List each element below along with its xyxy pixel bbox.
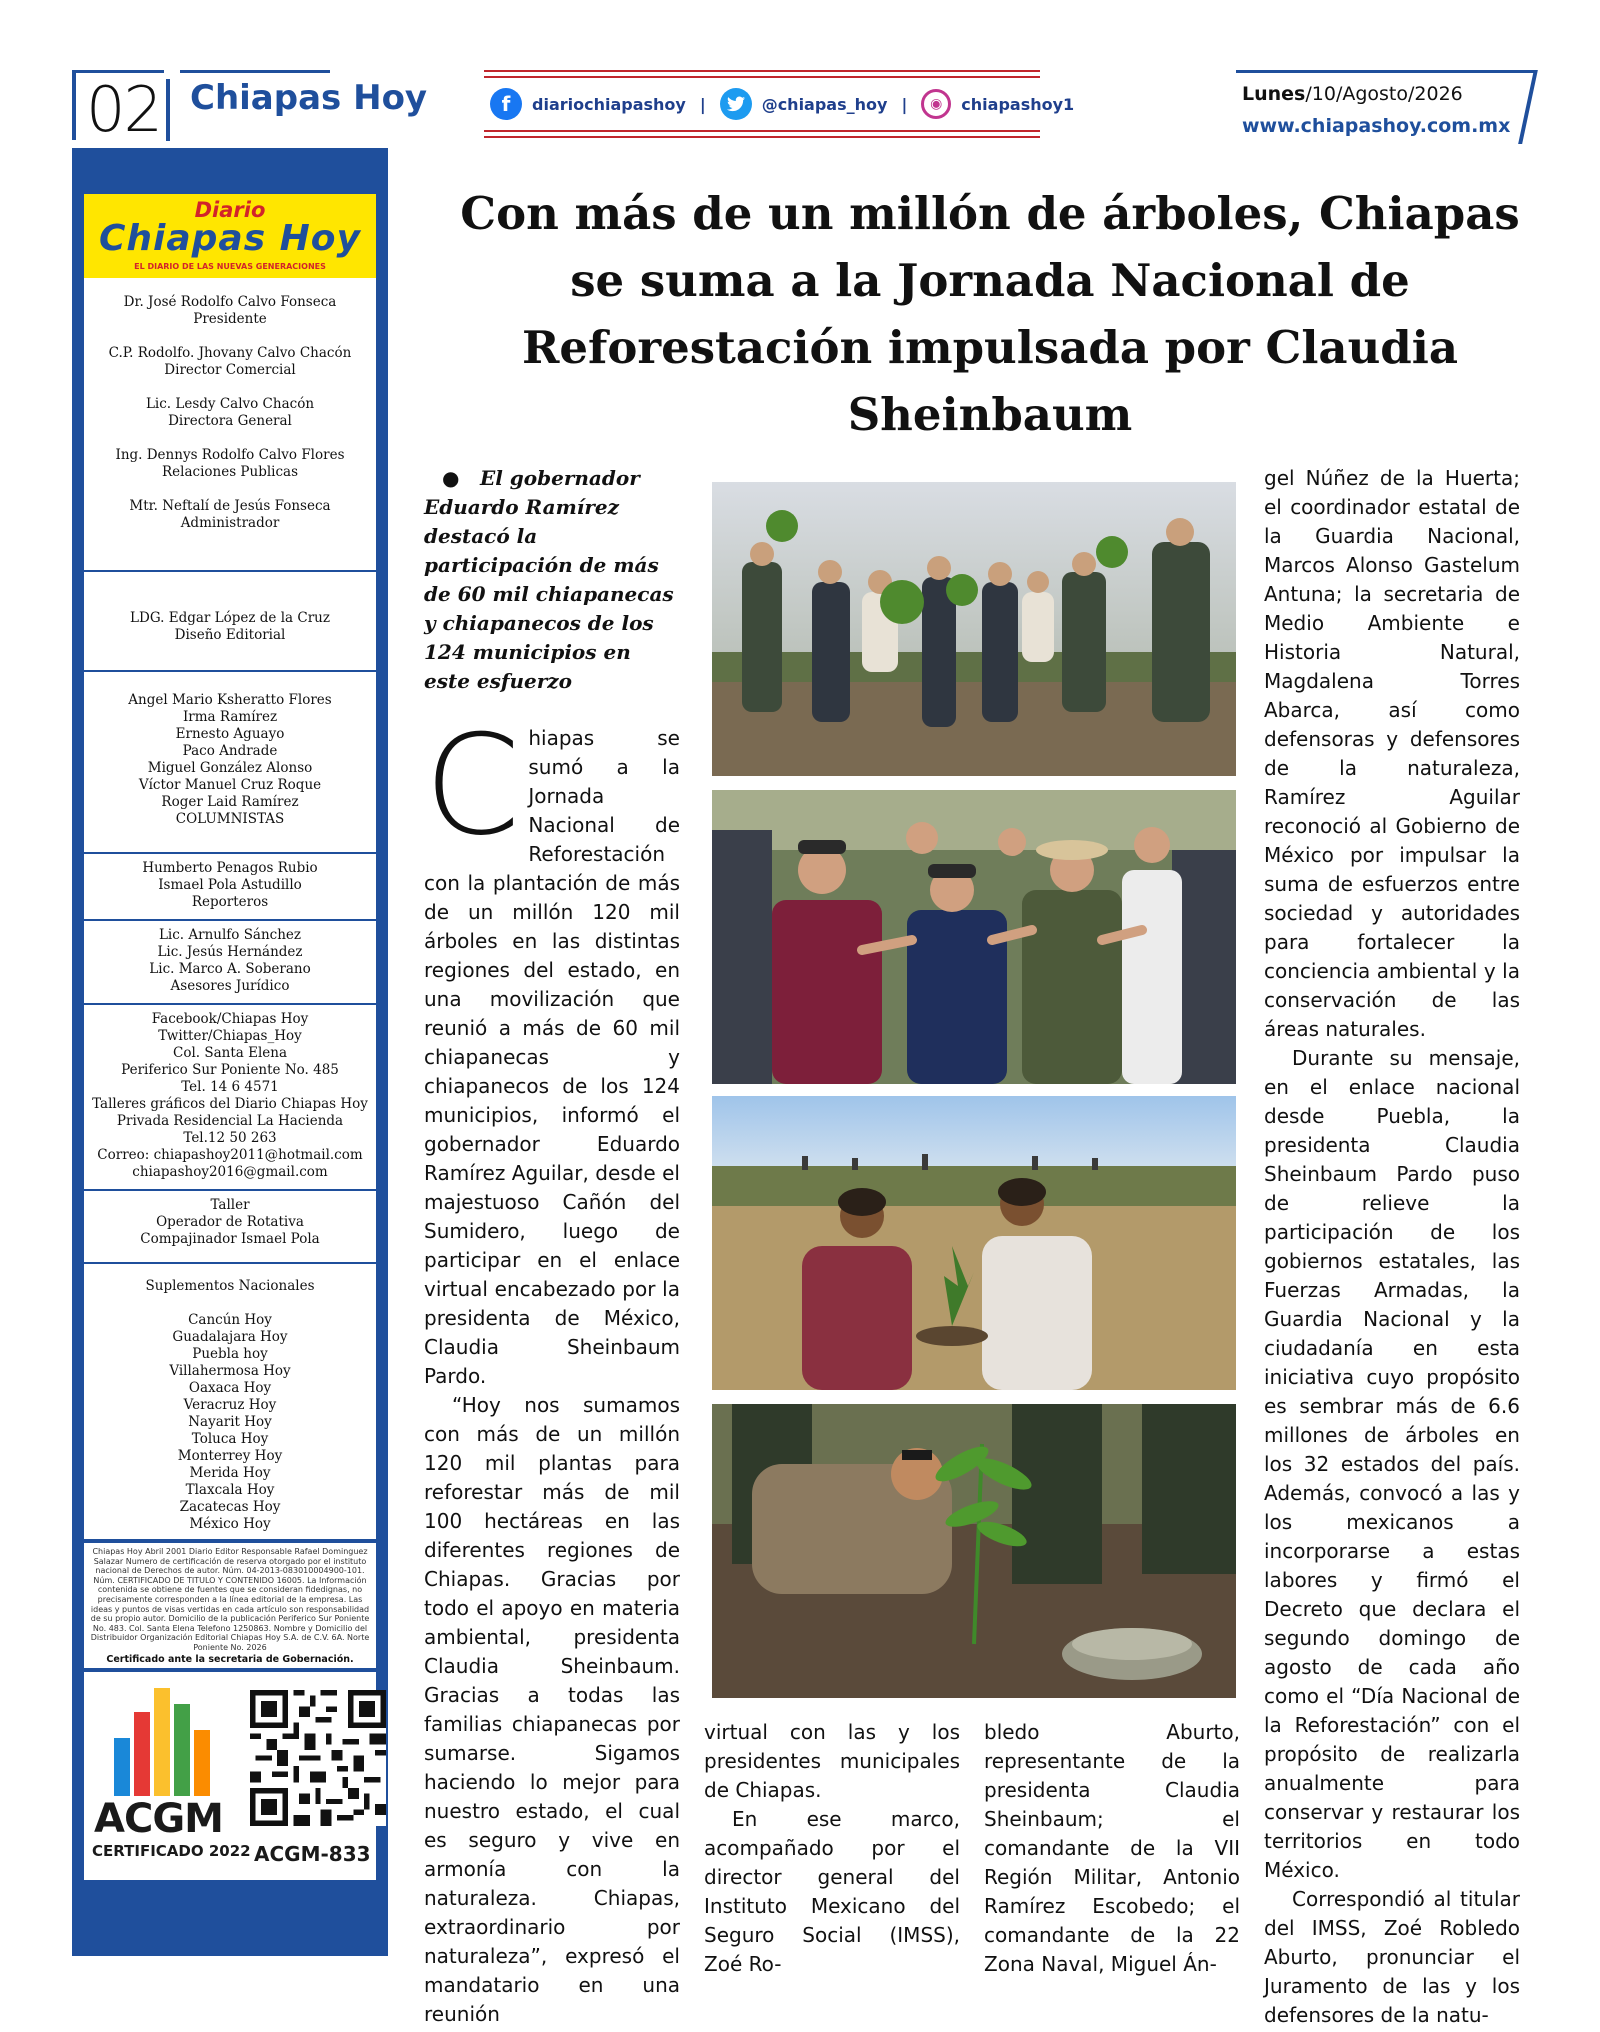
- columnists-block: Angel Mario Ksheratto Flores Irma Ramírez Ernesto Aguayo Paco Andrade Miguel González Alonso Víctor Manuel Cruz Roque Roger Laid Ramírez COLUMNISTAS: [84, 672, 376, 854]
- acgm-certificate: CERTIFICADO 2022: [92, 1842, 251, 1861]
- social-separator: |: [901, 94, 908, 114]
- page-number: 02: [86, 73, 161, 146]
- design-block: LDG. Edgar López de la Cruz Diseño Editorial: [84, 572, 376, 672]
- article-paragraph: “Hoy nos sumamos con más de un millón 120 mil plantas para reforestar más de mil 100 hectáreas en las diferentes regiones de Chiapas. Gracias por todo el apoyo en materia ambiental, presidenta Claudia Sheinbaum. Gracias a todas las familias chiapanecas por sumarse. Sigamos haciendo lo mejor para nuestro estado, el cual es seguro y vive en armonía con la naturaleza. Chiapas, extraordinario por naturaleza”, expresó el mandatario en una reunión: [424, 1393, 680, 2026]
- section-title: Chiapas Hoy: [190, 78, 428, 118]
- social-separator: |: [699, 94, 706, 114]
- photo-women-planting: [712, 1096, 1236, 1390]
- article-paragraph: En ese marco, acompañado por el director general del Instituto Mexicano del Seguro Social (IMSS), Zoé Ro-: [704, 1807, 960, 1976]
- facebook-handle[interactable]: diariochiapashoy: [532, 94, 686, 114]
- article-paragraph: hiapas se sumó a la Jornada Nacional de Reforestación con la plantación de más de un millón 120 mil árboles en las distintas regiones del estado, en una movilización que reunió a más de 60 mil chiapanecas y chiapanecos de los 124 municipios, informó el gobernador Eduardo Ramírez Aguilar, desde el majestuoso Cañón del Sumidero, luego de participar en el enlace virtual encabezado por la presidenta de México, Claudia Sheinbaum Pardo.: [424, 726, 680, 1388]
- twitter-icon[interactable]: [720, 88, 752, 120]
- photo-officials-planting: [712, 482, 1236, 776]
- acgm-logo-bars: [114, 1688, 210, 1796]
- directors-block: Dr. José Rodolfo Calvo Fonseca Presidente C.P. Rodolfo. Jhovany Calvo Chacón Director Comercial Lic. Lesdy Calvo Chacón Directora General Ing. Dennys Rodolfo Calvo Flores Relaciones Publicas Mtr. Neftalí de Jesús Fonseca Administrador: [84, 278, 376, 572]
- date-block: [1236, 70, 1536, 142]
- article-summary: ● El gobernador Eduardo Ramírez destacó la participación de más de 60 mil chiapanecas y chiapanecos de los 124 municipios en este esfuerzo: [424, 466, 674, 693]
- article-paragraph: gel Núñez de la Huerta; el coordinador estatal de la Guardia Nacional, Marcos Alonso Gastelum Antuna; la secretaria de Medio Ambiente e Historia Natural, Magdalena Torres Abarca, así como defensoras y defensores de la naturaleza, Ramírez Aguilar reconoció al Gobierno de México por impulsar la suma de esfuerzos entre sociedad y autoridades para fortalecer la conciencia ambiental y la conservación de las áreas naturales.: [1264, 466, 1520, 1041]
- article-column-3: [984, 1718, 1240, 1979]
- article-column-1: [424, 464, 680, 2029]
- workshop-block: Taller Operador de Rotativa Compajinador Ismael Pola: [84, 1191, 376, 1264]
- article-headline: Con más de un millón de árboles, Chiapas se suma a la Jornada Nacional de Reforestación impulsada por Claudia Sheinbaum: [460, 187, 1520, 441]
- article-column-2: [704, 1718, 960, 1979]
- social-bar: [484, 70, 1075, 138]
- date-day: Lunes: [1242, 83, 1306, 105]
- contact-block: Facebook/Chiapas Hoy Twitter/Chiapas_Hoy Col. Santa Elena Periferico Sur Poniente No. 485 Tel. 14 6 4571 Talleres gráficos del Diario Chiapas Hoy Privada Residencial La Hacienda Tel.12 50 263 Correo: chiapashoy2011@hotmail.com chiapashoy2016@gmail.com: [84, 1005, 376, 1191]
- summary-bullet: ●: [442, 466, 460, 490]
- photo-governor-planting: [712, 1404, 1236, 1698]
- page-number-divider: [166, 79, 170, 141]
- newspaper-logo: Diario Chiapas Hoy EL DIARIO DE LAS NUEVAS GENERACIONES: [84, 194, 376, 278]
- drop-cap: C: [424, 705, 521, 866]
- acgm-logo-text: ACGM: [94, 1796, 223, 1843]
- article-paragraph: virtual con las y los presidentes municipales de Chiapas.: [704, 1720, 960, 1802]
- article-paragraph: Correspondió al titular del IMSS, Zoé Robledo Aburto, pronunciar el Juramento de las y los defensores de la natu-: [1264, 1887, 1520, 2027]
- reporters-block: Humberto Penagos Rubio Ismael Pola Astudillo Reporteros: [84, 854, 376, 921]
- photo-oath-ceremony: [712, 790, 1236, 1084]
- legal-advisors-block: Lic. Arnulfo Sánchez Lic. Jesús Hernández Lic. Marco A. Soberano Asesores Jurídico: [84, 921, 376, 1005]
- article-paragraph: Durante su mensaje, en el enlace nacional desde Puebla, la presidenta Claudia Sheinbaum Pardo puso de relieve la participación de los gobiernos estatales, las Fuerzas Armadas, la Guardia Nacional y la ciudadanía en esta iniciativa cuyo propósito es sembrar más de 6.6 millones de árboles en los 32 estados del país. Además, convocó a las y los mexicanos a incorporarse a estas labores y firmó el Decreto que declara el segundo domingo de agosto de cada año como el “Día Nacional de la Reforestación” con el propósito de realizarla anualmente para conservar y restaurar los territorios en todo México.: [1264, 1046, 1520, 1882]
- supplements-block: Suplementos Nacionales Cancún Hoy Guadalajara Hoy Puebla hoy Villahermosa Hoy Oaxaca Hoy Veracruz Hoy Nayarit Hoy Toluca Hoy Monterrey Hoy Merida Hoy Tlaxcala Hoy Zacatecas Hoy México Hoy: [145, 1278, 315, 1532]
- article-column-4: [1264, 464, 1520, 2030]
- facebook-icon[interactable]: f: [490, 88, 522, 120]
- certification-box: [84, 1672, 376, 1880]
- acgm-code: ACGM-833: [254, 1842, 371, 1867]
- instagram-icon[interactable]: ◉: [921, 89, 951, 119]
- staff-directory: [84, 278, 376, 1539]
- website-link[interactable]: www.chiapashoy.com.mx: [1242, 115, 1511, 137]
- section-rule: [180, 70, 330, 73]
- social-links: [490, 88, 1074, 120]
- legal-notice: Chiapas Hoy Abril 2001 Diario Editor Responsable Rafael Dominguez Salazar Numero de certificación de reserva otorgado por el instituto nacional de Derechos de autor. Núm. 04-2013-083010004900-101. Núm. CERTIFICADO DE TITULO Y CONTENIDO 16005. La Información contenida se obtiene de fuentes que se consideran fidedignas, no precisamente corresponden a la línea editorial de la empresa. Las ideas y puntos de visas vertidas en cada artículo son responsabilidad de su propio autor. Domicilio de la publicación Periferico Sur Poniente No. 483. Col. Santa Elena Telefono 1250863. Nombre y Domicilio del Distribuidor Organización Editorial Chiapas Hoy S.A. de C.V. 6A. Norte Poniente No. 2026 Certificado ante la secretaria de Gobernación.: [84, 1543, 376, 1668]
- date-rest: /10/Agosto/2026: [1305, 83, 1463, 105]
- qr-code-icon[interactable]: [250, 1682, 386, 1834]
- twitter-handle[interactable]: @chiapas_hoy: [761, 94, 888, 114]
- article-paragraph: bledo Aburto, representante de la presidenta Claudia Sheinbaum; el comandante de la VII Región Militar, Antonio Ramírez Escobedo; el comandante de la 22 Zona Naval, Miguel Án-: [984, 1720, 1240, 1976]
- masthead-sidebar: [72, 148, 388, 1956]
- issue-date: [1242, 83, 1463, 105]
- page-number-box: [72, 70, 164, 146]
- instagram-handle[interactable]: chiapashoy1: [961, 94, 1075, 114]
